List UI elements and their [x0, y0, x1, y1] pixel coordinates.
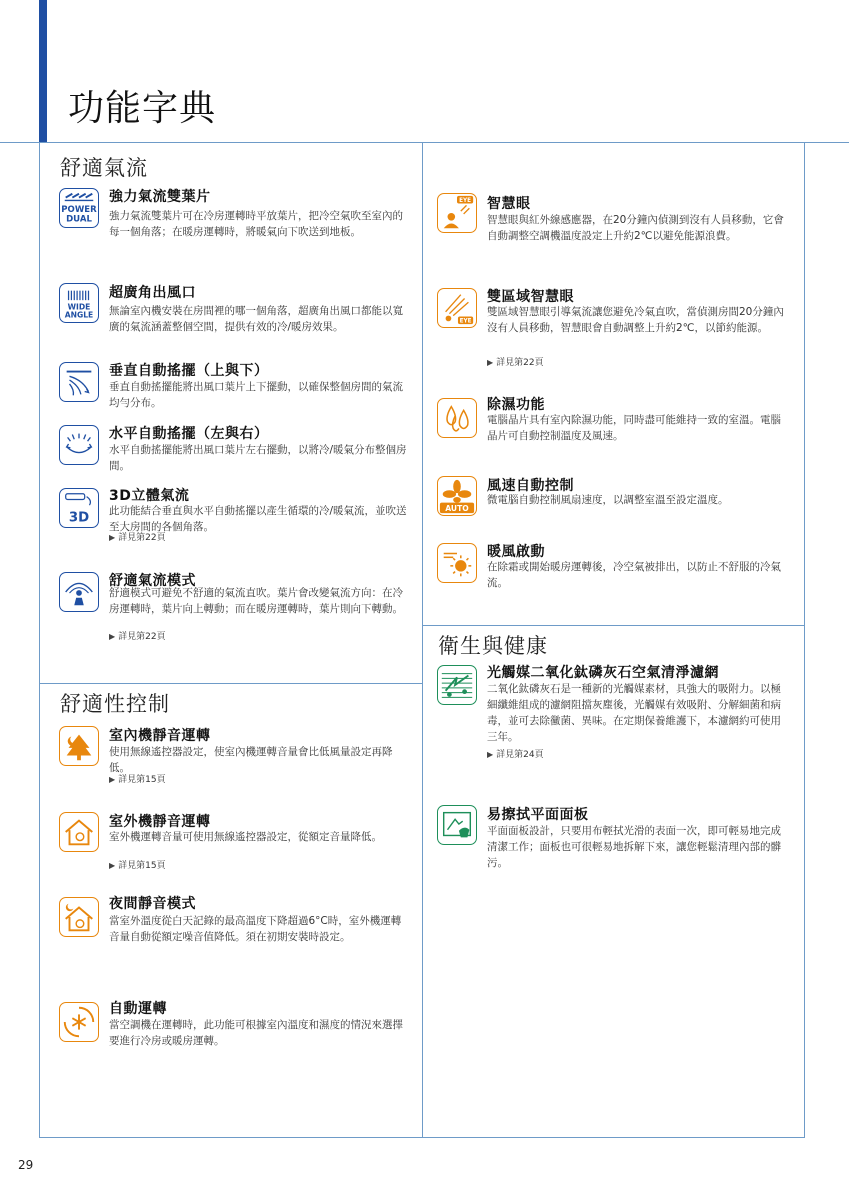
wipe-clean-panel-icon [437, 805, 477, 845]
column-divider [422, 142, 423, 1138]
left-section-divider [39, 683, 422, 684]
feature-title: 夜間靜音模式 [109, 896, 196, 912]
hot-start-icon [437, 543, 477, 583]
svg-text:WIDE: WIDE [67, 302, 91, 312]
pointer-triangle-icon: ▶ [109, 533, 116, 542]
feature-title: 風速自動控制 [487, 478, 574, 494]
pointer-triangle-icon: ▶ [109, 632, 116, 641]
feature-title: 雙區域智慧眼 [487, 289, 574, 305]
pointer-triangle-icon: ▶ [487, 358, 494, 367]
svg-text:EYE: EYE [459, 198, 472, 205]
feature-title: 暖風啟動 [487, 544, 545, 560]
section-title-comfort-airflow: 舒適氣流 [60, 156, 148, 180]
feature-title: 室外機靜音運轉 [109, 814, 211, 830]
feature-description: 使用無線遙控器設定，使室內機運轉音量會比低風量設定再降低。 [109, 746, 393, 774]
feature-title: 智慧眼 [487, 196, 531, 212]
header-accent-bar [39, 0, 47, 142]
auto-fan-speed-icon [437, 476, 477, 516]
feature-description: 室外機運轉音量可使用無線遙控器設定，從額定音量降低。 [109, 831, 382, 843]
section-title-hygiene-health: 衛生與健康 [438, 634, 548, 658]
feature-description: 當室外溫度從白天記錄的最高溫度下降超過6°C時，室外機運轉音量自動從額定噪音值降低。須在初期安裝時設定。 [109, 915, 402, 943]
dry-function-icon [437, 398, 477, 438]
svg-text:EYE: EYE [459, 318, 472, 325]
feature-description: 強力氣流雙葉片可在冷房運轉時平放葉片，把冷空氣吹至室內的每一個角落；在暖房運轉時，將暖氣向下吹送到地板。 [109, 210, 403, 238]
intelligent-eye-icon [437, 193, 477, 233]
feature-page-reference: ▶ 詳見第15頁 [109, 775, 166, 785]
page-number: 29 [18, 1158, 34, 1172]
pointer-triangle-icon: ▶ [109, 775, 116, 784]
feature-description: 舒適模式可避免不舒適的氣流直吹。葉片會改變氣流方向：在冷房運轉時，葉片向上轉動；而在暖房運轉時，葉片則向下轉動。 [109, 587, 403, 615]
feature-title: 光觸媒二氧化鈦磷灰石空氣清淨濾網 [487, 665, 719, 681]
3d-airflow-icon [59, 488, 99, 528]
feature-description: 當空調機在運轉時，此功能可根據室內溫度和濕度的情況來選擇要進行冷房或暖房運轉。 [109, 1019, 403, 1047]
feature-description: 垂直自動搖擺能將出風口葉片上下擺動，以確保整個房間的氣流均勻分布。 [109, 381, 403, 409]
outdoor-quiet-icon [59, 812, 99, 852]
feature-page-reference: ▶ 詳見第22頁 [487, 358, 544, 368]
feature-title: 強力氣流雙葉片 [109, 189, 211, 205]
svg-text:POWER: POWER [61, 204, 97, 215]
feature-description: 電腦晶片具有室內除濕功能，同時盡可能維持一致的室溫。電腦晶片可自動控制溫度及風速。 [487, 414, 781, 442]
frame-right-border [804, 142, 805, 1138]
feature-description: 在除霜或開始暖房運轉後，冷空氣被排出，以防止不舒服的冷氣流。 [487, 561, 781, 589]
svg-text:DUAL: DUAL [66, 214, 92, 225]
svg-text:3D: 3D [68, 510, 90, 526]
svg-text:AUTO: AUTO [445, 504, 469, 514]
feature-page-reference: ▶ 詳見第22頁 [109, 632, 166, 642]
feature-description: 微電腦自動控制風扇速度，以調整室溫至設定溫度。 [487, 494, 729, 506]
night-quiet-icon [59, 897, 99, 937]
auto-operation-icon [59, 1002, 99, 1042]
feature-description: 雙區域智慧眼引導氣流讓您避免冷氣直吹，當偵測房間20分鐘內沒有人員移動，智慧眼會自動調整上升約2℃，以節約能源。 [487, 306, 784, 334]
frame-left-border [39, 142, 40, 1138]
feature-title: 垂直自動搖擺（上與下） [109, 363, 269, 379]
horizontal-swing-icon [59, 425, 99, 465]
feature-description: 智慧眼與紅外線感應器，在20分鐘內偵測到沒有人員移動，它會自動調整空調機溫度設定上升約2℃以避免能源浪費。 [487, 214, 784, 242]
page-title: 功能字典 [68, 88, 217, 129]
feature-description: 無論室內機安裝在房間裡的哪一個角落，超廣角出風口都能以寬廣的氣流涵蓋整個空間，提供有效的冷/暖房效果。 [109, 305, 403, 333]
feature-title: 水平自動搖擺（左與右） [109, 426, 269, 442]
feature-description: 二氧化鈦磷灰石是一種新的光觸媒素材，具強大的吸附力。以極細纖維組成的濾網阻擋灰塵後，光觸媒有效吸附、分解細菌和病毒，並可去除黴菌、異味。在定期保養維護下，本濾網約可使用三年。 [487, 683, 781, 743]
feature-title: 除濕功能 [487, 397, 545, 413]
feature-title: 超廣角出風口 [109, 285, 196, 301]
header-divider [0, 142, 849, 143]
vertical-swing-icon [59, 362, 99, 402]
two-area-intelligent-eye-icon [437, 288, 477, 328]
indoor-quiet-icon [59, 726, 99, 766]
feature-title: 易擦拭平面面板 [487, 807, 589, 823]
pointer-triangle-icon: ▶ [109, 861, 116, 870]
feature-title: 3D立體氣流 [109, 488, 190, 504]
feature-description: 水平自動搖擺能將出風口葉片左右擺動，以將冷/暖氣分布整個房間。 [109, 444, 407, 472]
right-section-divider [422, 625, 805, 626]
feature-title: 自動運轉 [109, 1001, 167, 1017]
titanium-apatite-filter-icon [437, 665, 477, 705]
feature-page-reference: ▶ 詳見第15頁 [109, 861, 166, 871]
frame-bottom-border [39, 1137, 805, 1138]
feature-title: 舒適氣流模式 [109, 573, 196, 589]
power-dual-icon [59, 188, 99, 228]
feature-page-reference: ▶ 詳見第22頁 [109, 533, 166, 543]
section-title-comfort-control: 舒適性控制 [60, 692, 170, 716]
feature-description: 平面面板設計，只要用布輕拭光滑的表面一次，即可輕易地完成清潔工作；面板也可很輕易地拆解下來，讓您輕鬆清理內部的髒污。 [487, 825, 781, 869]
feature-page-reference: ▶ 詳見第24頁 [487, 750, 544, 760]
pointer-triangle-icon: ▶ [487, 750, 494, 759]
wide-angle-icon [59, 283, 99, 323]
feature-title: 室內機靜音運轉 [109, 728, 211, 744]
feature-description: 此功能結合垂直與水平自動搖擺以產生循環的冷/暖氣流，並吹送至大房間的各個角落。 [109, 505, 407, 533]
comfort-airflow-mode-icon [59, 572, 99, 612]
svg-text:ANGLE: ANGLE [64, 310, 94, 320]
